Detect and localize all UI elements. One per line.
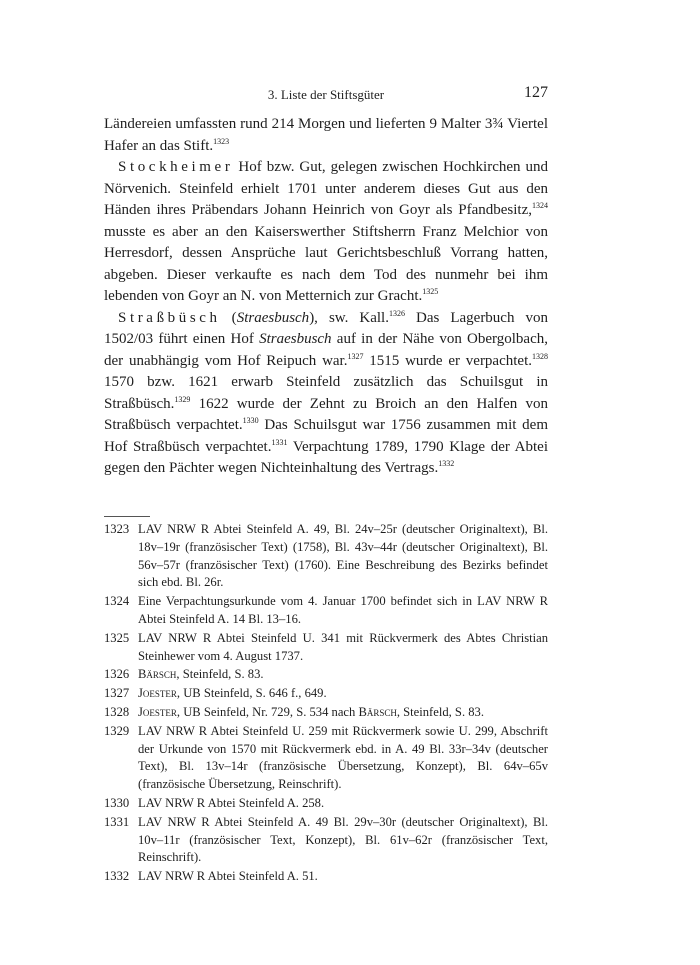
footnote-number: 1323 <box>104 522 130 536</box>
footnote-text <box>138 666 548 684</box>
footnote-1328 <box>104 704 548 722</box>
footnote-number: 1332 <box>104 869 130 884</box>
citation-text: , Steinfeld, S. 83. <box>396 704 484 719</box>
footnote-number: 1324 <box>104 594 130 609</box>
running-head-title: 3. Liste der Stiftsgüter <box>267 87 385 102</box>
footnote-number: 1326 <box>104 667 130 682</box>
paragraph-text: ), sw. Kall. <box>309 309 389 326</box>
footnote-ref[interactable]: 1324 <box>532 201 548 210</box>
footnote-text: LAV NRW R Abtei Steinfeld A. 258. <box>138 795 325 810</box>
paragraph-1 <box>104 114 548 157</box>
footnote-ref[interactable]: 1330 <box>242 416 259 425</box>
author-name: Bärsch <box>138 667 177 682</box>
paragraph-text: ( <box>220 309 237 326</box>
footnote-1323 <box>104 521 548 592</box>
paragraph-strassbuesch <box>104 308 548 480</box>
author-name: Joester <box>138 704 177 719</box>
footnote-text: LAV NRW R Abtei Steinfeld U. 341 mit Rückvermerk des Abtes Christian Steinhewer vom 4. August 1737. <box>138 630 548 663</box>
paragraph-stockheimer <box>104 157 548 308</box>
footnote-1326 <box>104 666 548 684</box>
footnote-ref[interactable]: 1332 <box>438 459 455 468</box>
footnote-number: 1325 <box>104 630 130 645</box>
footnote-text <box>138 704 548 722</box>
footnote-ref[interactable]: 1326 <box>388 308 405 318</box>
footnote-number: 1329 <box>104 723 130 738</box>
footnote-number: 1327 <box>104 686 130 701</box>
footnote-number: 1331 <box>104 814 130 829</box>
footnote-1329 <box>104 723 548 794</box>
paragraph-text: 1622 wurde der Zehnt zu Broich an den Halfen von Straßbüsch verpachtet. <box>104 395 548 433</box>
author-name: Bärsch <box>358 704 397 719</box>
paragraph-text: Das Schuilsgut war 1756 zusammen mit dem Hof Straßbüsch verpachtet. <box>104 417 548 455</box>
footnote-number: 1328 <box>104 704 130 719</box>
paragraph-text: musste es aber an den Kaiserswerther Stiftsherrn Franz Melchior von Herresdorf, dessen Ansprüche laut Gerichtsbeschluß Vorrang hatten, abgeben. Dieser verkaufte es nach dem Tod des nunmehr bei ihm lebenden von Goyr an N. von Metternich zur Gracht. <box>104 223 548 304</box>
footnote-number: 1330 <box>104 795 130 810</box>
paragraph-text: Hof bzw. Gut, gelegen zwischen Hochkirchen und Nörvenich. Steinfeld erhielt 1701 unter anderem dieses Gut aus den Händen ihres Präbendars Johann Heinrich von Goyr als Pfandbesitz, <box>104 159 548 218</box>
footnote-ref[interactable]: 1327 <box>347 351 364 361</box>
footnote-1330 <box>104 795 548 813</box>
paragraph-text: Ländereien umfassten rund 214 Morgen und lieferten 9 Malter 3¾ Viertel Hafer an das Stift. <box>104 116 548 154</box>
footnote-1325 <box>104 630 548 666</box>
citation-text: , UB Seinfeld, Nr. 729, S. 534 nach <box>176 704 359 719</box>
footnote-ref[interactable]: 1323 <box>213 136 230 146</box>
footnote-separator <box>104 516 150 517</box>
citation-text: , Steinfeld, S. 83. <box>176 667 264 682</box>
paragraph-text: auf in der Nähe von Obergolbach, der unabhängig vom Hof Reipuch war. <box>104 331 548 369</box>
footnote-1332 <box>104 868 548 886</box>
paragraph-text: 1515 wurde er verpachtet. <box>363 352 532 369</box>
footnote-text: LAV NRW R Abtei Steinfeld A. 49, Bl. 24v–25r (deutscher Originaltext), Bl. 18v–19r (französischer Text) (1758), Bl. 43v–44r (deutscher Originaltext), Bl. 56v–57r (französischer Text) (1760). Eine Beschreibung des Bezirks befindet sich ebd. Bl. 26r. <box>138 522 548 590</box>
footnotes-section <box>104 521 548 887</box>
italic-place-name: Straesbusch <box>259 331 332 347</box>
paragraph-text: Verpachtung 1789, 1790 Klage der Abtei gegen den Pächter wegen Nichteinhaltung des Vertrags. <box>104 438 548 476</box>
citation-text: , UB Steinfeld, S. 646 f., 649. <box>176 686 327 701</box>
footnote-ref[interactable]: 1331 <box>271 437 288 447</box>
footnote-ref[interactable]: 1328 <box>532 351 548 361</box>
footnote-text: LAV NRW R Abtei Steinfeld A. 49 Bl. 29v–30r (deutscher Originaltext), Bl. 10v–11r (französischer Text, Konzept), Bl. 61v–62r (französischer Text, Reinschrift). <box>138 814 548 865</box>
italic-place-name: Straesbusch <box>236 309 310 326</box>
page-number: 127 <box>524 84 548 101</box>
footnote-1327 <box>104 685 548 703</box>
footnote-1324 <box>104 593 548 629</box>
footnote-ref[interactable]: 1329 <box>174 394 191 404</box>
place-name: Straßbüsch <box>118 309 221 326</box>
place-name: Stockheimer <box>118 159 234 175</box>
footnote-ref[interactable]: 1325 <box>422 287 439 296</box>
footnote-text: LAV NRW R Abtei Steinfeld A. 51. <box>138 869 318 884</box>
footnote-text: LAV NRW R Abtei Steinfeld U. 259 mit Rückvermerk sowie U. 299, Abschrift der Urkunde von 1570 mit Rückvermerk ebd. in A. 49 Bl. 33r–34v (deutscher Text), Bl. 13v–14r (französische Übersetzung, Konzept), Bl. 64v–65v (französische Übersetzung, Reinschrift). <box>138 723 548 792</box>
footnote-text: Eine Verpachtungsurkunde vom 4. Januar 1700 befindet sich in LAV NRW R Abtei Steinfeld A. 14 Bl. 13–16. <box>138 594 548 626</box>
author-name: Joester <box>138 686 177 701</box>
running-header <box>104 84 548 106</box>
footnote-1331 <box>104 814 548 867</box>
paragraph-text: Das Lagerbuch von 1502/03 führt einen Hof <box>104 309 548 347</box>
footnote-text <box>138 685 548 703</box>
paragraph-text: 1570 bzw. 1621 erwarb Steinfeld zusätzlich das Schuilsgut in Straßbüsch. <box>104 374 548 412</box>
main-text <box>104 114 548 480</box>
